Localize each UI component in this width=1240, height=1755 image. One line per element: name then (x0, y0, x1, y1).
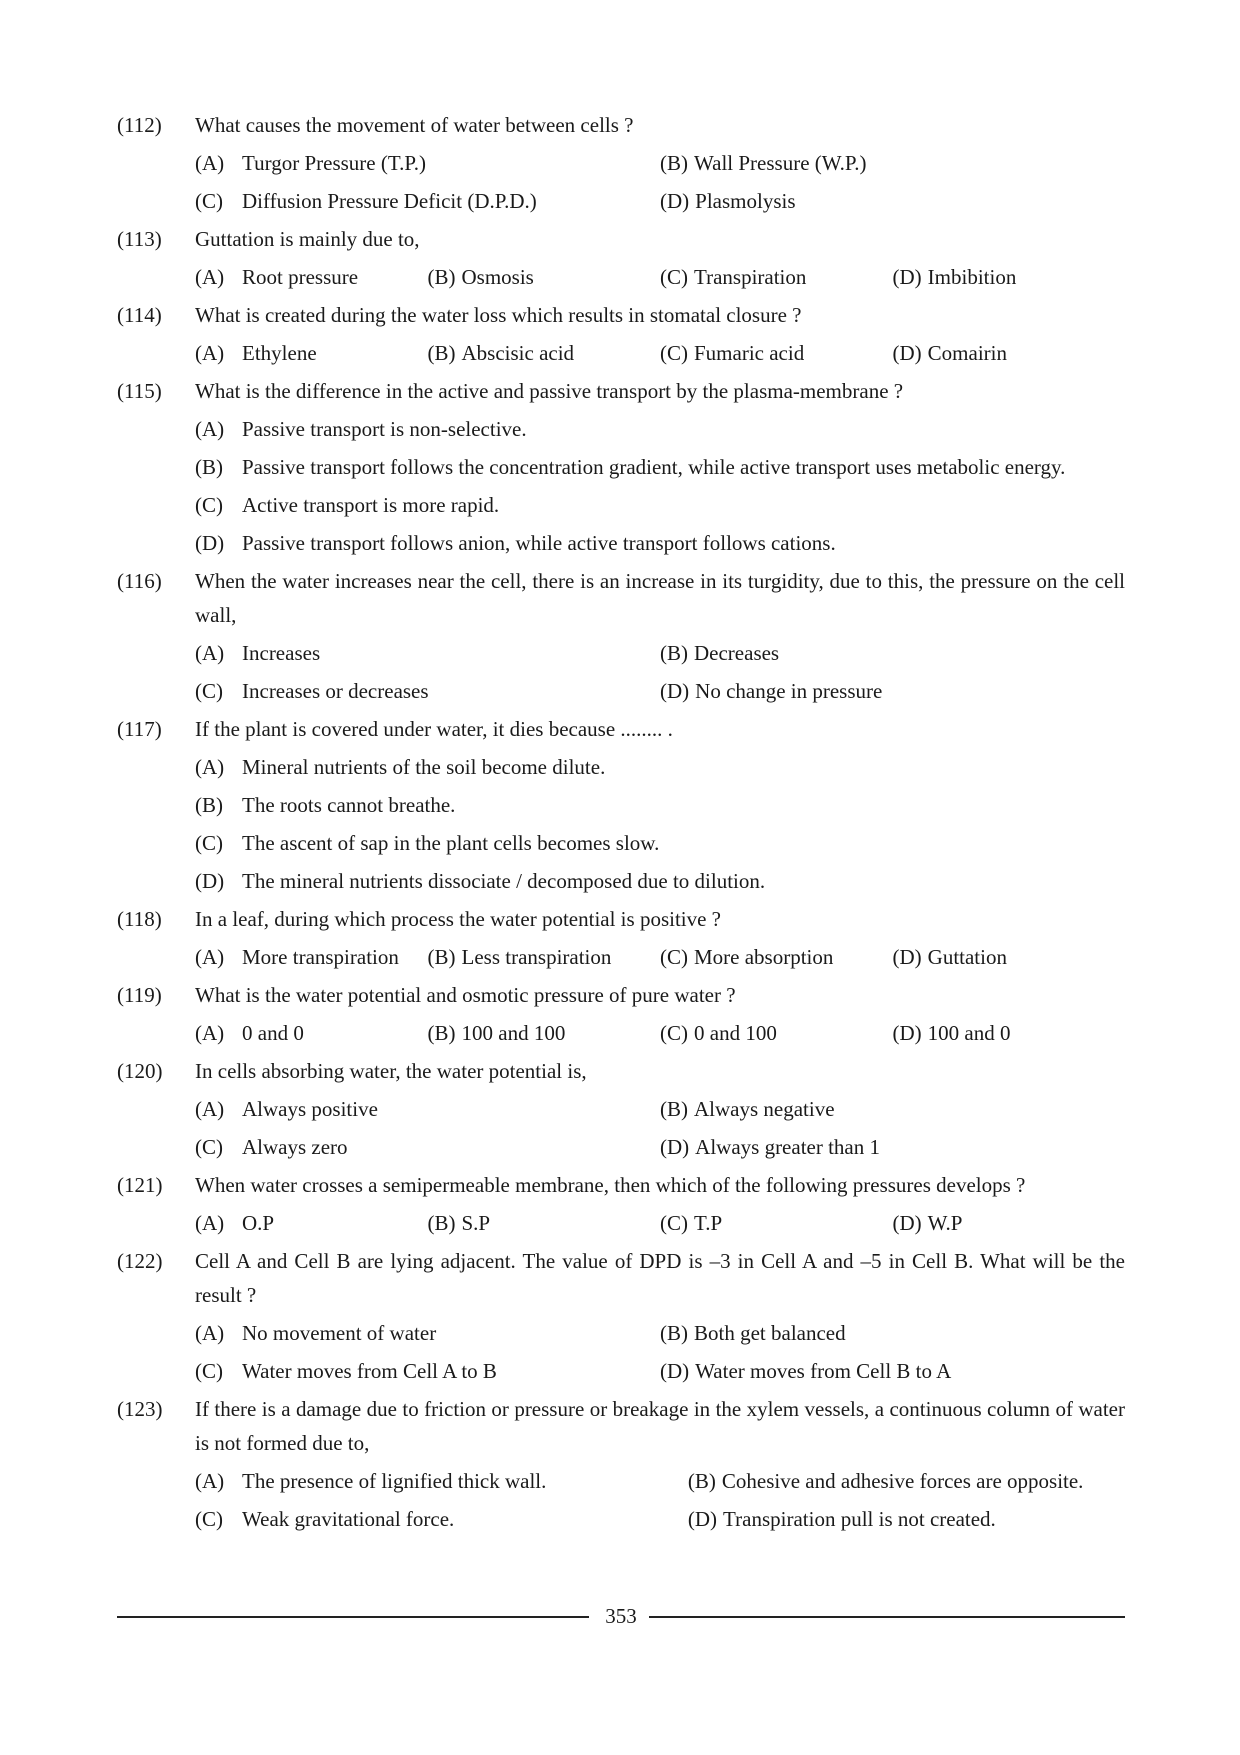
options-list (195, 938, 1125, 976)
question (117, 106, 1125, 220)
option-label: (D) (892, 265, 922, 289)
option-text: Transpiration pull is not created. (723, 1507, 996, 1531)
option-label: (B) (660, 1321, 688, 1345)
option (195, 410, 1125, 448)
option (195, 862, 1125, 900)
option-label: (D) (892, 1211, 922, 1235)
question-text: Cell A and Cell B are lying adjacent. The value of DPD is –3 in Cell A and –5 in Cell B. What will be the result ? (195, 1249, 1125, 1307)
question-text: When water crosses a semipermeable membrane, then which of the following pressures develops ? (195, 1173, 1026, 1197)
option-text: Diffusion Pressure Deficit (D.P.D.) (242, 189, 537, 213)
option-label: (B) (687, 1469, 716, 1493)
option-text: Wall Pressure (W.P.) (694, 151, 867, 175)
option-label: (A) (195, 417, 225, 441)
question (117, 220, 1125, 296)
option-label: (C) (195, 1359, 223, 1383)
option-text: Passive transport is non-selective. (242, 417, 527, 441)
question-list (117, 106, 1125, 1538)
option (195, 334, 428, 372)
question (117, 710, 1125, 900)
question-number: (117) (117, 717, 162, 741)
option (893, 258, 1126, 296)
option-text: O.P (242, 1211, 275, 1235)
question-text: In cells absorbing water, the water potential is, (195, 1059, 587, 1083)
option-text: Fumaric acid (694, 341, 805, 365)
option (195, 448, 1125, 486)
question-text: In a leaf, during which process the water potential is positive ? (195, 907, 722, 931)
option-text: S.P (461, 1211, 491, 1235)
option (195, 1314, 660, 1352)
option (893, 1014, 1126, 1052)
option (195, 672, 660, 710)
option-label: (A) (195, 945, 225, 969)
option (893, 1204, 1126, 1242)
option-text: Increases (242, 641, 321, 665)
option-text: Always negative (694, 1097, 835, 1121)
option (660, 1014, 893, 1052)
option (660, 1314, 1125, 1352)
option-text: Always positive (242, 1097, 378, 1121)
option-label: (C) (660, 341, 688, 365)
option-label: (A) (195, 265, 225, 289)
question-text: What is the difference in the active and passive transport by the plasma-membrane ? (195, 379, 904, 403)
option-label: (B) (427, 265, 456, 289)
option-text: Weak gravitational force. (242, 1507, 455, 1531)
option (660, 1128, 1125, 1166)
option-label: (B) (427, 1021, 456, 1045)
option (660, 634, 1125, 672)
option-label: (A) (195, 641, 225, 665)
option-label: (C) (660, 1021, 688, 1045)
option (428, 1204, 661, 1242)
question (117, 900, 1125, 976)
option (195, 144, 660, 182)
option-text: 100 and 0 (927, 1021, 1011, 1045)
option-label: (A) (195, 1021, 225, 1045)
option-text: Always greater than 1 (695, 1135, 881, 1159)
question-number: (118) (117, 907, 162, 931)
option (660, 334, 893, 372)
option-text: Root pressure (242, 265, 359, 289)
option-label: (C) (195, 493, 223, 517)
option-text: More transpiration (242, 945, 399, 969)
question (117, 976, 1125, 1052)
option-label: (C) (195, 1135, 223, 1159)
option-label: (D) (892, 945, 922, 969)
option-label: (A) (195, 151, 225, 175)
option (195, 748, 1125, 786)
option (428, 334, 661, 372)
option-text: Passive transport follows anion, while active transport follows cations. (242, 531, 836, 555)
option (660, 1352, 1125, 1390)
option-text: Less transpiration (461, 945, 612, 969)
question-number: (123) (117, 1397, 163, 1421)
option-label: (A) (195, 1469, 225, 1493)
question-number: (120) (117, 1059, 163, 1083)
option (195, 1128, 660, 1166)
option-text: 100 and 100 (461, 1021, 566, 1045)
option-label: (B) (195, 455, 223, 479)
option-text: Always zero (242, 1135, 348, 1159)
option-label: (D) (660, 1135, 690, 1159)
question (117, 1390, 1125, 1538)
option-label: (D) (892, 341, 922, 365)
option-text: Imbibition (927, 265, 1017, 289)
options-list (195, 1090, 1125, 1166)
option (195, 1014, 428, 1052)
option-text: Turgor Pressure (T.P.) (242, 151, 426, 175)
option-text: T.P (694, 1211, 723, 1235)
options-list (195, 144, 1125, 220)
options-list (195, 1204, 1125, 1242)
option-label: (A) (195, 755, 225, 779)
option (195, 634, 660, 672)
option-label: (A) (195, 1211, 225, 1235)
option-label: (C) (195, 679, 223, 703)
option (195, 786, 1125, 824)
option-text: Comairin (927, 341, 1007, 365)
option-text: Osmosis (461, 265, 534, 289)
option (660, 672, 1125, 710)
question-number: (113) (117, 227, 162, 251)
option-label: (D) (195, 869, 225, 893)
option (195, 1204, 428, 1242)
option (660, 938, 893, 976)
option-text: Mineral nutrients of the soil become dilute. (242, 755, 606, 779)
option-text: No movement of water (242, 1321, 437, 1345)
option (195, 1090, 660, 1128)
option-text: Abscisic acid (461, 341, 575, 365)
option-label: (A) (195, 1321, 225, 1345)
option-label: (A) (195, 341, 225, 365)
option-text: Plasmolysis (695, 189, 796, 213)
option (195, 486, 1125, 524)
option (195, 1500, 688, 1538)
question-text: What is created during the water loss which results in stomatal closure ? (195, 303, 802, 327)
option-label: (D) (660, 189, 690, 213)
option-label: (B) (427, 1211, 456, 1235)
option (428, 258, 661, 296)
question-number: (115) (117, 379, 162, 403)
option (893, 334, 1126, 372)
option-label: (B) (660, 641, 688, 665)
option-text: The mineral nutrients dissociate / decomposed due to dilution. (242, 869, 766, 893)
option-text: Passive transport follows the concentration gradient, while active transport uses metabolic energy. (242, 455, 1066, 479)
option-text: W.P (927, 1211, 963, 1235)
option-text: No change in pressure (695, 679, 883, 703)
option-label: (D) (660, 679, 690, 703)
option (195, 824, 1125, 862)
option-text: Transpiration (694, 265, 807, 289)
option-label: (B) (427, 945, 456, 969)
page-footer (117, 1602, 1125, 1632)
option-label: (C) (195, 1507, 223, 1531)
option-text: The roots cannot breathe. (242, 793, 456, 817)
option-label: (D) (892, 1021, 922, 1045)
options-list (195, 334, 1125, 372)
question-number: (116) (117, 569, 162, 593)
option-label: (D) (687, 1507, 718, 1531)
option (660, 1090, 1125, 1128)
option (660, 258, 893, 296)
question (117, 1166, 1125, 1242)
option-text: Cohesive and adhesive forces are opposite. (721, 1469, 1084, 1493)
option-text: Decreases (694, 641, 780, 665)
option (195, 1462, 688, 1500)
option-label: (B) (427, 341, 456, 365)
question-text: If there is a damage due to friction or pressure or breakage in the xylem vessels, a continuous column of water is not formed due to, (195, 1397, 1125, 1455)
option-label: (C) (195, 831, 223, 855)
question-text: If the plant is covered under water, it dies because ........ . (195, 717, 673, 741)
option-label: (C) (660, 945, 688, 969)
option-label: (D) (195, 531, 225, 555)
options-list (195, 1314, 1125, 1390)
question-number: (114) (117, 303, 162, 327)
question (117, 1242, 1125, 1390)
option-text: The ascent of sap in the plant cells becomes slow. (242, 831, 660, 855)
question-number: (119) (117, 983, 162, 1007)
option (428, 1014, 661, 1052)
option (660, 182, 1125, 220)
option-label: (C) (195, 189, 223, 213)
option (195, 258, 428, 296)
option (195, 1352, 660, 1390)
option (195, 182, 660, 220)
question (117, 562, 1125, 710)
option-text: Both get balanced (694, 1321, 846, 1345)
option-text: Water moves from Cell A to B (242, 1359, 497, 1383)
option (195, 524, 1125, 562)
options-list (195, 258, 1125, 296)
question (117, 296, 1125, 372)
option-label: (A) (195, 1097, 225, 1121)
option-text: Water moves from Cell B to A (695, 1359, 952, 1383)
option-label: (B) (195, 793, 223, 817)
question (117, 1052, 1125, 1166)
option-label: (D) (660, 1359, 690, 1383)
question-text: What is the water potential and osmotic pressure of pure water ? (195, 983, 736, 1007)
option-text: Increases or decreases (242, 679, 429, 703)
footer-rule-right (649, 1616, 1125, 1618)
option-label: (B) (660, 151, 688, 175)
question-text: What causes the movement of water between cells ? (195, 113, 634, 137)
question-text: When the water increases near the cell, there is an increase in its turgidity, due to this, the pressure on the cell wall, (195, 569, 1125, 627)
page-number: 353 (605, 1604, 637, 1628)
question (117, 372, 1125, 562)
option-label: (C) (660, 1211, 688, 1235)
option-text: Ethylene (242, 341, 317, 365)
options-list (195, 634, 1125, 710)
option (893, 938, 1126, 976)
option-label: (B) (660, 1097, 688, 1121)
question-number: (121) (117, 1173, 163, 1197)
option (195, 938, 428, 976)
option-text: The presence of lignified thick wall. (242, 1469, 547, 1493)
question-number: (122) (117, 1249, 163, 1273)
option-text: 0 and 0 (242, 1021, 304, 1045)
option-label: (C) (660, 265, 688, 289)
option-text: Guttation (927, 945, 1007, 969)
option-text: Active transport is more rapid. (242, 493, 500, 517)
option-text: 0 and 100 (694, 1021, 777, 1045)
option (688, 1462, 1125, 1500)
option (660, 1204, 893, 1242)
option (660, 144, 1125, 182)
options-list (195, 410, 1125, 562)
options-list (195, 1014, 1125, 1052)
option (428, 938, 661, 976)
options-list (195, 748, 1125, 900)
question-number: (112) (117, 113, 162, 137)
question-text: Guttation is mainly due to, (195, 227, 420, 251)
option (688, 1500, 1125, 1538)
option-text: More absorption (694, 945, 834, 969)
options-list (195, 1462, 1125, 1538)
